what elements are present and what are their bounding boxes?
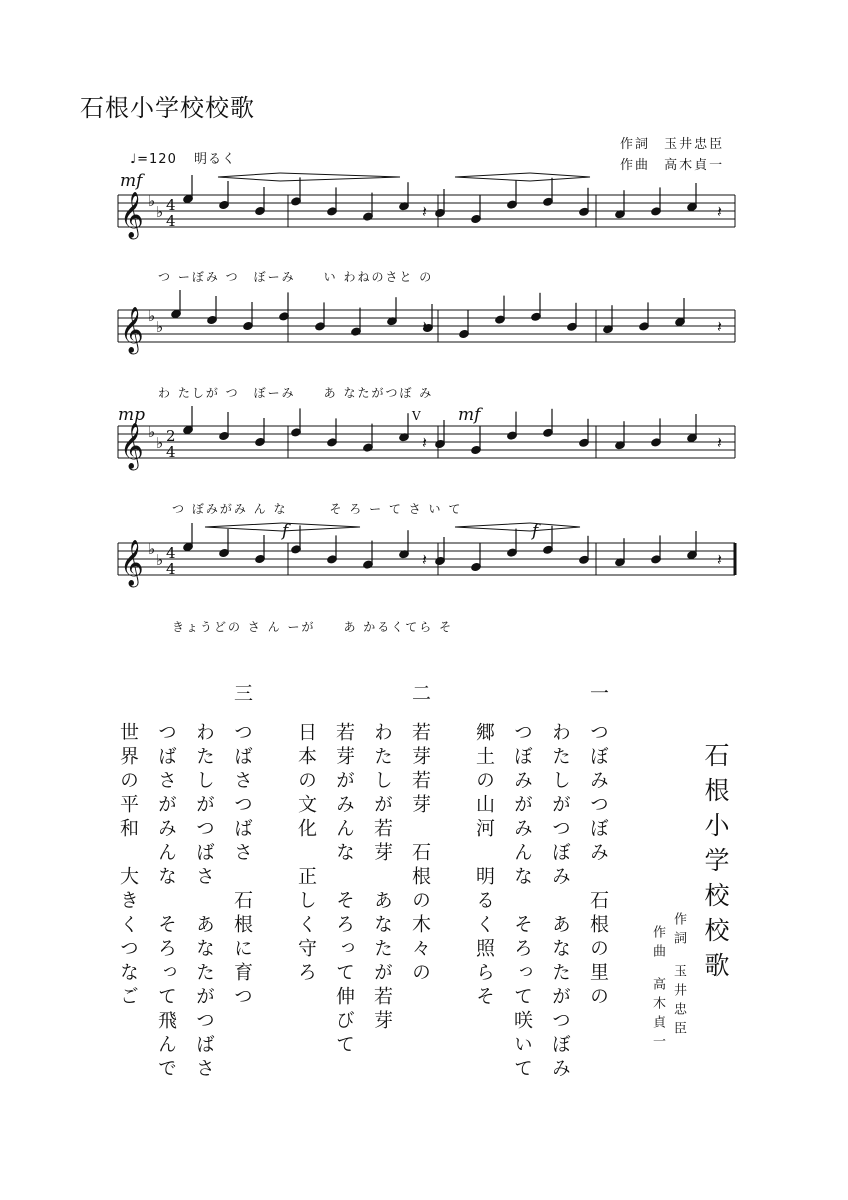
rest-icon: 𝄽 (422, 550, 427, 569)
flat-icon: ♭ (156, 318, 164, 336)
time-signature-top: 4 (166, 544, 176, 562)
treble-clef-icon: 𝄞 (120, 540, 144, 586)
time-signature-top: 2 (166, 427, 176, 445)
flat-icon: ♭ (156, 434, 164, 452)
lyricist-name: 玉井忠臣 (664, 137, 725, 152)
crescendo-hairpin (205, 523, 282, 531)
crescendo-hairpin (455, 173, 530, 181)
lyricist-label: 作詞 (620, 137, 651, 152)
verse-3-line-3: つばさがみんな そろって飛んで (155, 722, 177, 1082)
verse-3-line-4: 世界の平和 大きくつなご (117, 722, 139, 1010)
time-signature-bottom: 4 (166, 560, 176, 578)
vertical-lyricist-name: 玉井忠臣 (671, 964, 686, 1040)
flat-icon: ♭ (156, 203, 164, 221)
tempo-mark: ♩=120 (130, 152, 177, 167)
decrescendo-hairpin (282, 523, 360, 531)
verse-1-line-3: つぼみがみんな そろって咲いて (511, 722, 533, 1082)
lyric-line-1: つ ーぼみ つ ぼーみ い わねのさと の (158, 270, 434, 284)
breath-mark: V (412, 409, 421, 423)
lyric-line-2: わ たしが つ ぼーみ あ なたがつぼ み (158, 386, 434, 400)
flat-icon: ♭ (148, 423, 156, 441)
vertical-composer-label: 作曲 (650, 925, 665, 963)
verse-3-line-1: つばさつばさ 石根に育つ (231, 722, 253, 1010)
flat-icon: ♭ (148, 307, 156, 325)
rest-icon: 𝄽 (422, 433, 427, 452)
dynamic-mark: f (532, 521, 539, 541)
verse-1-line-1: つぼみつぼみ 石根の里の (587, 722, 609, 1010)
vertical-composer (651, 925, 664, 1053)
crescendo-hairpin (455, 523, 530, 531)
rest-icon: 𝄽 (717, 317, 722, 336)
lyric-line-3: つ ぼみがみ ん な そ ろ ー て さ い て (172, 502, 463, 516)
composer-name: 高木貞一 (664, 158, 725, 173)
verse-2-label: 二 (409, 683, 431, 707)
crescendo-hairpin (218, 173, 280, 181)
expression-mark: 明るく (193, 152, 236, 167)
flat-icon: ♭ (148, 192, 156, 210)
vertical-lyricist-label: 作詞 (671, 912, 686, 950)
decrescendo-hairpin (530, 173, 590, 181)
dynamic-mark: f (282, 521, 289, 541)
rest-icon: 𝄽 (717, 202, 722, 221)
flat-icon: ♭ (156, 551, 164, 569)
rest-icon: 𝄽 (717, 550, 722, 569)
rest-icon: 𝄽 (422, 202, 427, 221)
verse-2-line-2: わたしが若芽 あなたが若芽 (371, 722, 393, 1034)
verse-2-line-3: 若芽がみんな そろって伸びて (333, 722, 355, 1058)
treble-clef-icon: 𝄞 (120, 423, 144, 469)
treble-clef-icon: 𝄞 (120, 192, 144, 238)
verse-3-label: 三 (231, 683, 253, 707)
verse-1-line-2: わたしがつぼみ あなたがつぼみ (549, 722, 571, 1082)
time-signature-top: 4 (166, 196, 176, 214)
lyric-line-4: きょうどの さ ん ーが あ かるくてら そ (172, 620, 454, 634)
decrescendo-hairpin (280, 173, 400, 181)
vertical-composer-name: 高木貞一 (650, 977, 665, 1053)
composer-label: 作曲 (620, 158, 651, 173)
vertical-lyricist (672, 912, 685, 1040)
dynamic-mark: mf (458, 405, 481, 425)
time-signature-bottom: 4 (166, 212, 176, 230)
time-signature-bottom: 4 (166, 443, 176, 461)
dynamic-mark: mp (118, 405, 146, 425)
rest-icon: 𝄽 (422, 317, 427, 336)
dynamic-mark: mf (120, 171, 143, 191)
verse-2-line-1: 若芽若芽 石根の木々の (409, 722, 431, 986)
verse-1-label: 一 (587, 683, 609, 707)
treble-clef-icon: 𝄞 (120, 307, 144, 353)
verse-2-line-4: 日本の文化 正しく守ろ (295, 722, 317, 986)
flat-icon: ♭ (148, 540, 156, 558)
verse-3-line-2: わたしがつばさ あなたがつばさ (193, 722, 215, 1082)
page-title: 石根小学校校歌 (80, 94, 255, 122)
rest-icon: 𝄽 (717, 433, 722, 452)
vertical-title: 石根小学校校歌 (701, 742, 730, 987)
verse-1-line-4: 郷土の山河 明るく照らそ (473, 722, 495, 1010)
